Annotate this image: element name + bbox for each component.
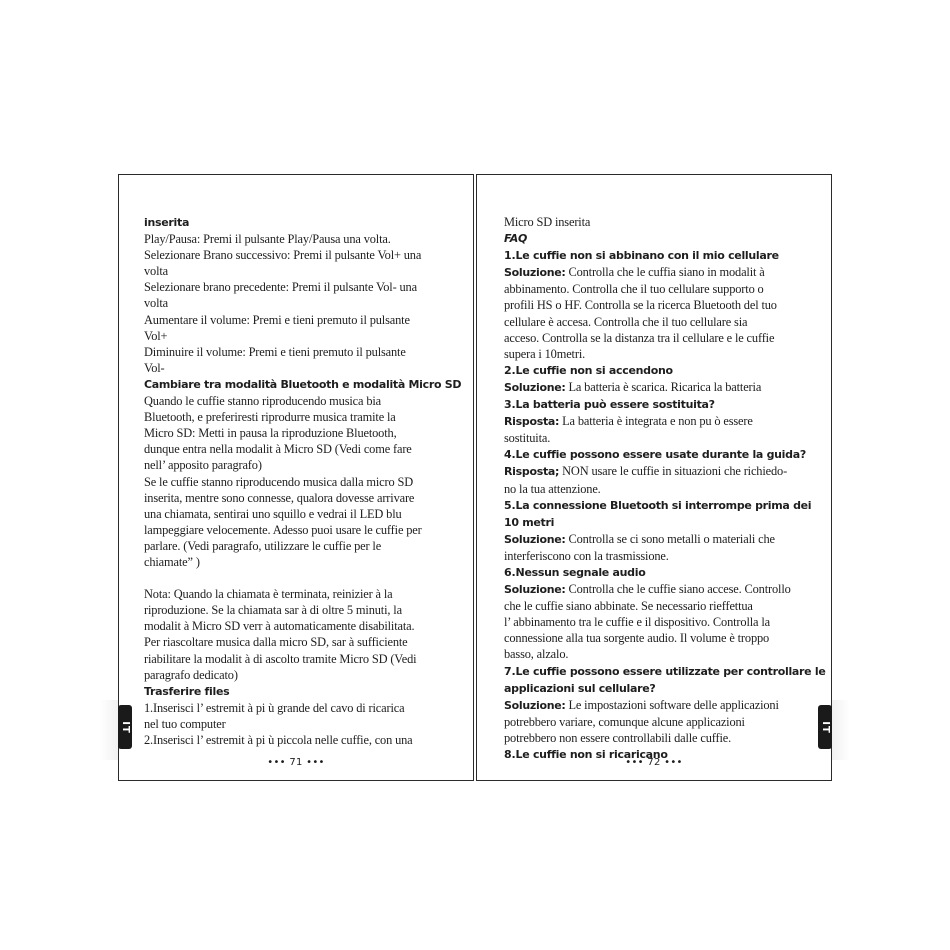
line-text: Quando le cuffie stanno riproducendo musica bia <box>144 394 382 409</box>
question-number: 4. <box>504 448 516 462</box>
heading-text: La connessione Bluetooth si interrompe prima dei <box>515 498 812 512</box>
right-page <box>476 174 832 781</box>
line-text: 1.Inserisci l’ estremit à pi ù grande del cavo di ricarica <box>144 700 405 715</box>
language-tab-right <box>818 705 832 749</box>
line-text: inserita, mentre sono connesse, qualora dovesse arrivare <box>144 490 415 505</box>
section-heading <box>144 683 459 700</box>
body-line <box>504 598 811 614</box>
question-number: 7. <box>504 664 516 678</box>
body-line <box>144 602 459 618</box>
body-line <box>504 697 811 714</box>
section-heading <box>504 514 811 531</box>
section-heading <box>504 446 811 463</box>
line-text: volta <box>144 264 169 279</box>
line-text: Diminuire il volume: Premi e tieni premuto il pulsante <box>144 344 406 359</box>
line-text: Per riascoltare musica dalla micro SD, sar à sufficiente <box>144 635 408 650</box>
line-text: potrebbero variare, comunque alcune applicazioni <box>504 714 745 729</box>
section-heading <box>504 680 811 697</box>
heading-text: Le cuffie possono essere utilizzate per controllare le <box>515 664 826 678</box>
body-line <box>144 457 459 473</box>
heading-text: Nessun segnale audio <box>515 565 646 579</box>
line-text: nell’ apposito paragrafo) <box>144 458 262 473</box>
body-line <box>504 531 811 548</box>
body-line <box>504 413 811 430</box>
question-number: 1. <box>504 249 516 263</box>
line-text: acceso. Controlla se la distanza tra il cellulare e le cuffie <box>504 330 775 345</box>
section-heading <box>504 564 811 581</box>
heading-text: FAQ <box>504 232 528 246</box>
body-line <box>504 346 811 362</box>
heading-text: 10 metri <box>504 515 555 529</box>
line-text: lampeggiare velocemente. Adesso puoi usare le cuffie per <box>144 522 422 537</box>
body-line <box>144 700 459 716</box>
left-page <box>118 174 474 781</box>
body-line <box>504 463 811 480</box>
body-line <box>144 651 459 667</box>
page-number-right: ••• 72 ••• <box>625 757 683 768</box>
body-line <box>144 263 459 279</box>
language-tab-label: IT <box>119 720 131 734</box>
line-text: Micro SD: Metti in pausa la riproduzione Bluetooth, <box>144 426 397 441</box>
body-line <box>144 618 459 634</box>
body-line <box>504 730 811 746</box>
body-line <box>504 581 811 598</box>
answer-label: Risposta: <box>504 415 560 429</box>
blank-line <box>144 570 459 586</box>
body-line <box>144 474 459 490</box>
line-text: Play/Pausa: Premi il pulsante Play/Pausa una volta. <box>144 232 391 247</box>
line-text: interferiscono con la trasmissione. <box>504 548 669 563</box>
body-line <box>504 214 811 230</box>
question-number: 3. <box>504 398 516 412</box>
line-text: 2.Inserisci l’ estremit à pi ù piccola nelle cuffie, con una <box>144 733 413 747</box>
body-line <box>504 630 811 646</box>
page-number-left: ••• 71 ••• <box>267 757 325 768</box>
body-line <box>144 393 459 409</box>
language-tab-left <box>118 705 132 749</box>
line-text: Bluetooth, e preferiresti riprodurre musica tramite la <box>144 410 396 425</box>
answer-label: Soluzione: <box>504 532 566 546</box>
body-line <box>504 481 811 497</box>
question-number: 8. <box>504 748 516 761</box>
body-line <box>144 490 459 506</box>
line-text: una chiamata, sentirai uno squillo e vedrai il LED blu <box>144 506 402 521</box>
heading-text: La batteria può essere sostituita? <box>515 398 715 412</box>
body-line <box>504 264 811 281</box>
line-text: nel tuo computer <box>144 716 226 731</box>
line-text: NON usare le cuffie in situazioni che richiedo- <box>559 464 788 479</box>
line-text: potrebbero non essere controllabili dalle cuffie. <box>504 730 732 745</box>
body-line <box>504 614 811 630</box>
body-line <box>144 312 459 328</box>
body-line <box>144 522 459 538</box>
line-text: Vol+ <box>144 328 168 343</box>
answer-label: Soluzione: <box>504 698 566 712</box>
line-text: supera i 10metri. <box>504 346 586 361</box>
line-text: riproduzione. Se la chiamata sar à di oltre 5 minuti, la <box>144 603 402 618</box>
heading-text: Trasferire files <box>144 684 230 698</box>
line-text: cellulare è accesa. Controlla che il tuo cellulare sia <box>504 314 748 329</box>
body-line <box>504 281 811 297</box>
answer-label: Risposta; <box>504 465 560 479</box>
left-page-text <box>144 214 462 748</box>
line-text: volta <box>144 296 169 311</box>
answer-label: Soluzione: <box>504 583 566 597</box>
section-heading <box>144 214 459 231</box>
section-heading <box>504 362 811 379</box>
line-text: modalit à Micro SD verr à automaticamente disabilitata. <box>144 619 415 634</box>
line-text: Controlla che le cuffia siano in modalit à <box>565 265 765 280</box>
section-heading <box>504 497 811 514</box>
heading-text: Le cuffie non si accendono <box>515 363 673 377</box>
heading-text: Le cuffie possono essere usate durante la guida? <box>515 448 806 462</box>
line-text: Selezionare Brano successivo: Premi il pulsante Vol+ una <box>144 248 422 263</box>
body-line <box>504 430 811 446</box>
line-text: sostituita. <box>504 431 551 446</box>
body-line <box>144 360 459 376</box>
body-line <box>144 667 459 683</box>
line-text: chiamate” ) <box>144 554 200 569</box>
body-line <box>144 231 459 247</box>
line-text: Controlla se ci sono metalli o materiali che <box>565 531 775 546</box>
line-text: connessione alla tua sorgente audio. Il volume è troppo <box>504 631 770 646</box>
section-heading <box>504 396 811 413</box>
body-line <box>504 714 811 730</box>
line-text: Nota: Quando la chiamata è terminata, reinizier à la <box>144 587 393 602</box>
question-number: 6. <box>504 565 516 579</box>
line-text: Aumentare il volume: Premi e tieni premuto il pulsante <box>144 312 410 327</box>
heading-text: inserita <box>144 216 190 229</box>
line-text: La batteria è integrata e non pu ò essere <box>559 414 753 429</box>
body-line <box>504 548 811 564</box>
question-number: 2. <box>504 363 516 377</box>
body-line <box>504 379 811 396</box>
section-heading <box>144 376 462 393</box>
line-text: no la tua attenzione. <box>504 481 601 496</box>
body-line <box>144 506 459 522</box>
body-line <box>144 295 459 311</box>
line-text: Le impostazioni software delle applicazioni <box>565 697 779 712</box>
line-text: profili HS o HF. Controlla se la ricerca Bluetooth del tuo <box>504 298 777 313</box>
body-line <box>144 716 459 732</box>
body-line <box>144 634 459 650</box>
body-line <box>144 328 459 344</box>
body-line <box>144 586 459 602</box>
body-line <box>504 314 811 330</box>
line-text: riabilitare la modalit à di ascolto tramite Micro SD (Vedi <box>144 651 417 666</box>
body-line <box>144 279 459 295</box>
body-line <box>144 247 459 263</box>
answer-label: Soluzione: <box>504 380 566 394</box>
body-line <box>144 425 459 441</box>
line-text: Selezionare brano precedente: Premi il pulsante Vol- una <box>144 280 417 295</box>
heading-text: Le cuffie non si abbinano con il mio cellulare <box>515 249 779 263</box>
line-text: l’ abbinamento tra le cuffie e il dispositivo. Controlla la <box>504 615 770 630</box>
language-tab-label: IT <box>819 720 831 734</box>
body-line <box>144 538 459 554</box>
body-line <box>144 732 459 748</box>
line-text: Se le cuffie stanno riproducendo musica dalla micro SD <box>144 474 414 489</box>
line-text: paragrafo dedicato) <box>144 667 238 682</box>
body-line <box>504 646 811 662</box>
section-heading <box>504 663 826 680</box>
body-line <box>144 409 459 425</box>
heading-text: Le cuffie non si ricaricano <box>515 748 668 761</box>
section-heading <box>504 247 811 264</box>
line-text: Vol- <box>144 360 165 375</box>
body-line <box>144 441 459 457</box>
line-text: basso, alzalo. <box>504 647 569 662</box>
body-line <box>144 344 459 360</box>
line-text: dunque entra nella modalit à Micro SD (Vedi come fare <box>144 442 412 457</box>
body-line <box>504 297 811 313</box>
line-text: Micro SD inserita <box>504 215 591 229</box>
heading-text: Cambiare tra modalità Bluetooth e modalità Micro SD <box>144 377 462 391</box>
body-line <box>144 554 459 570</box>
line-text: che le cuffie siano abbinate. Se necessario rieffettua <box>504 599 753 614</box>
answer-label: Soluzione: <box>504 266 566 280</box>
question-number: 5. <box>504 498 516 512</box>
section-heading <box>504 230 811 247</box>
line-text: Controlla che le cuffie siano accese. Controllo <box>565 582 791 597</box>
line-text: parlare. (Vedi paragrafo, utilizzare le cuffie per le <box>144 538 382 553</box>
line-text: abbinamento. Controlla che il tuo cellulare supporto o <box>504 282 764 297</box>
right-page-text <box>504 214 826 763</box>
body-line <box>504 330 811 346</box>
line-text: La batteria è scarica. Ricarica la batteria <box>565 379 762 394</box>
heading-text: applicazioni sul cellulare? <box>504 681 656 695</box>
